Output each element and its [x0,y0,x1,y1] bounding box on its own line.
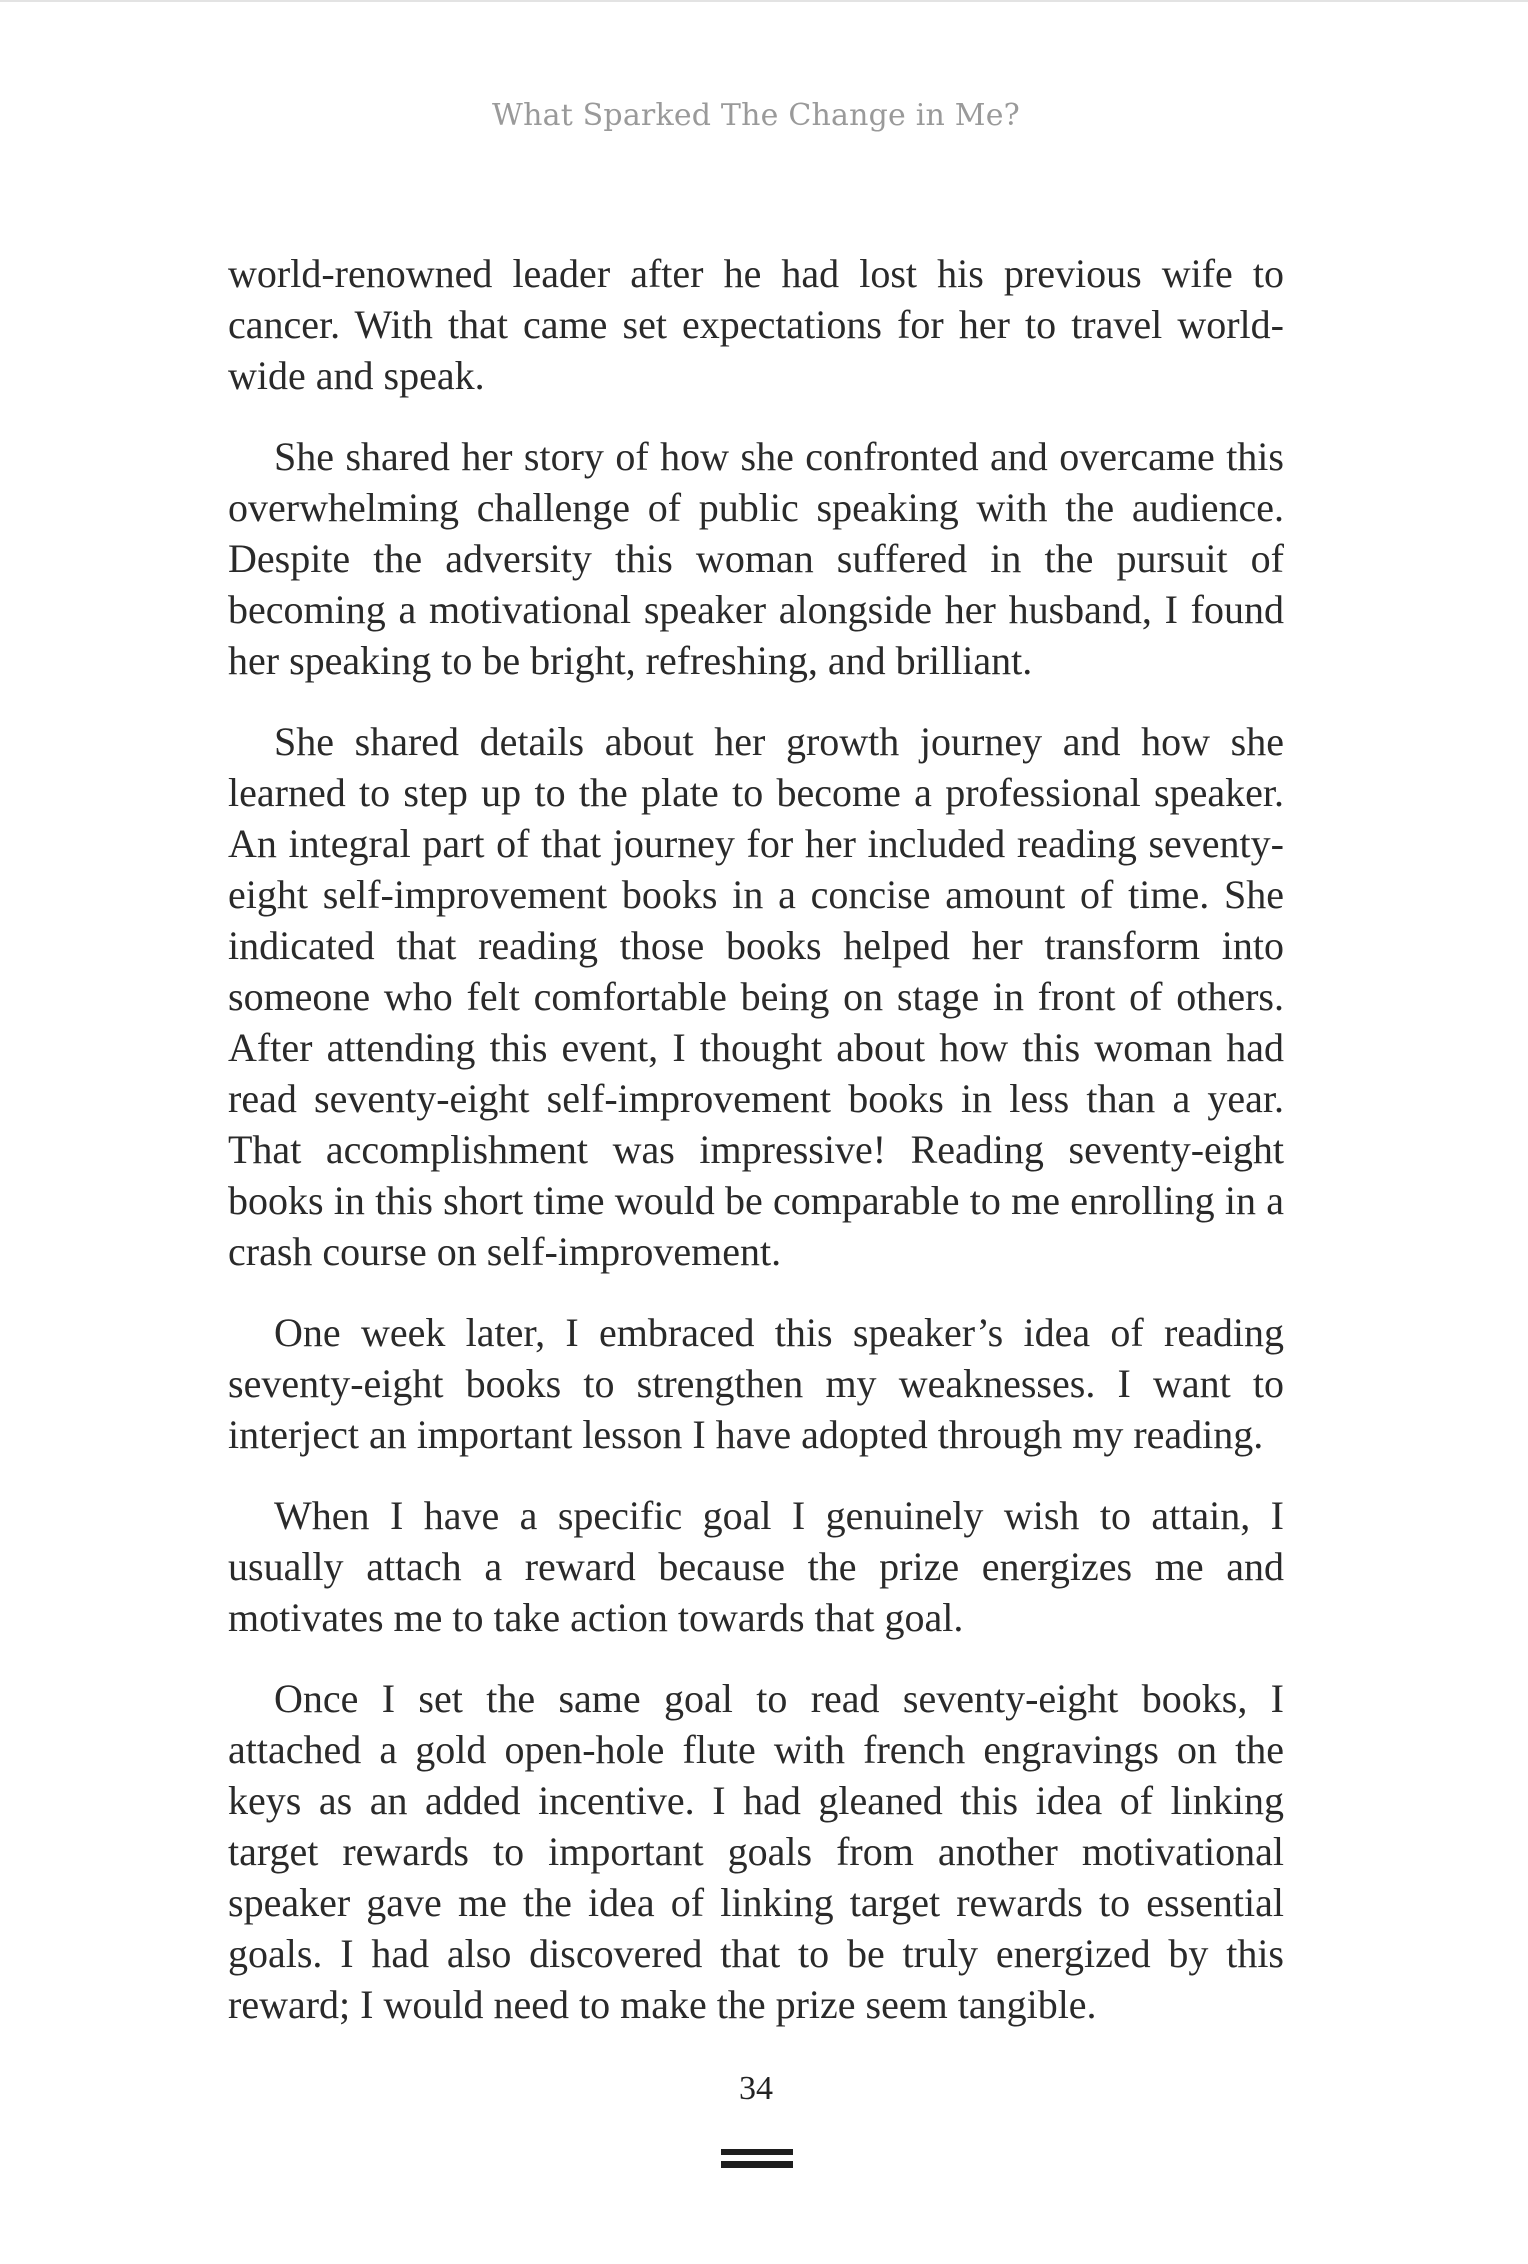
paragraph: When I have a specific goal I genuinely wish to attain, I usually attach a reward because the prize energizes me and motivates me to take action towards that goal. [228,1493,1284,1640]
footer-ornament-divider [721,2149,793,2171]
paragraph: One week later, I embraced this speaker’s idea of reading seventy-eight books to strengthen my weaknesses. I want to interject an important lesson I have adopted through my reading. [228,1310,1284,1457]
ornament-bar-bottom [721,2161,793,2168]
paragraph: She shared details about her growth journey and how she learned to step up to the plate to become a professional speaker. An integral part of that journey for her included reading seventy-eight self-improvement books in a concise amount of time. She indicated that reading those books helped her transform into someone who felt comfortable being on stage in front of others. After attending this event, I thought about how this woman had read seventy-eight self-improvement books in less than a year. That accomplishment was impressive! Reading seventy-eight books in this short time would be comparable to me enrolling in a crash course on self-improvement. [228,719,1284,1274]
paragraph-continued: world-renowned leader after he had lost his previous wife to cancer. With that came set expectations for her to travel world-wide and speak. [228,251,1284,398]
paragraph: Once I set the same goal to read seventy-eight books, I attached a gold open-hole flute with french engravings on the keys as an added incentive. I had gleaned this idea of linking target rewards to important goals from another motivational speaker gave me the idea of linking target rewards to essential goals. I had also discovered that to be truly energized by this reward; I would need to make the prize seem tangible. [228,1676,1284,2027]
paragraph: She shared her story of how she confronted and overcame this overwhelming challenge of public speaking with the audience. Despite the adversity this woman suffered in the pursuit of becoming a motivational speaker alongside her husband, I found her speaking to be bright, refreshing, and brilliant. [228,434,1284,683]
running-header-title: What Sparked The Change in Me? [492,98,1020,133]
page-number: 34 [739,2070,773,2107]
body-text [228,248,1284,2060]
ornament-bar-top [721,2149,793,2155]
